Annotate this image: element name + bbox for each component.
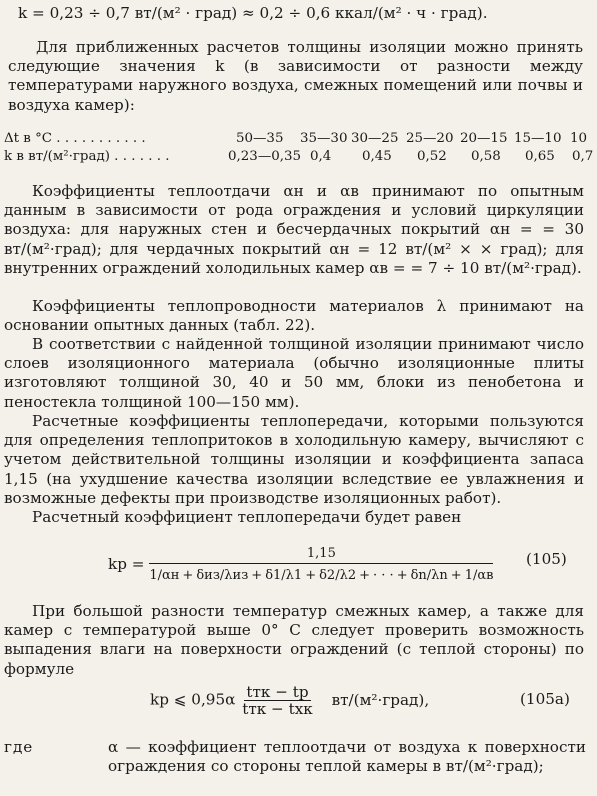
table-row-dt (4, 130, 594, 148)
equation-numerator: tтк − tр (246, 683, 309, 701)
table-cell: 0,58 (471, 149, 501, 164)
equation-term: δ2/λ2 (319, 568, 357, 583)
equation-fraction (240, 684, 315, 717)
paragraph-coefficient-intro: Расчетный коэффициент теплопередачи будет равен (32, 508, 462, 526)
equation-number-105: (105) (526, 550, 567, 568)
where-label: где (4, 738, 34, 756)
formula-top: k = 0,23 ÷ 0,7 вт/(м² · град) ≈ 0,2 ÷ 0,6 ккал/(м² · ч · град). (18, 4, 488, 22)
table-row-label-dt: Δt в °C . . . . . . . . . . . (4, 131, 146, 146)
paragraph-heat-transfer: Коэффициенты теплоотдачи αн и αв принимают по опытным данным в зависимости от рода ограждения и условий циркуляции воздуха: для наружных стен и бесчердачных покрытий αн = = 30 вт/(м²·град); для чердачных покрытий αн = 12 вт/(м² × × град); для внутренних ограждений холодильных камер αв = = 7 ÷ 10 вт/(м²·град). (4, 182, 584, 277)
table-row-k (4, 148, 594, 166)
equation-term: · · · (373, 568, 394, 583)
table-cell: 0,7 (572, 149, 594, 164)
equation-term: δиз/λиз (196, 568, 249, 583)
equation-term: δn/λn (410, 568, 448, 583)
equation-fraction (149, 545, 493, 585)
equation-105a (150, 684, 429, 717)
paragraph-layers: В соответствии с найденной толщиной изоляции принимают число слоев изоляционного материала (обычно изоляционные плиты изготовляют толщиной 30, 40 и 50 мм, блоки из пенобетона и пеностекла толщиной 100—150 мм). (4, 335, 584, 411)
equation-number-105a: (105а) (520, 690, 570, 708)
table-cell: 30—25 (351, 131, 399, 146)
equation-unit: вт/(м²·град), (331, 690, 430, 709)
table-row-label-k: k в вт/(м²·град) . . . . . . . (4, 149, 170, 164)
equation-lhs: kр ⩽ 0,95α (150, 690, 236, 709)
equation-denominator: tтк − tхк (242, 700, 313, 718)
paragraph-calculated-coefficients: Расчетные коэффициенты теплопередачи, которыми пользуются для определения теплопритоков в холодильную камеру, вычисляют с учетом действительной толщины изоляции и коэффициента запаса 1,15 (на ухудшение качества изоляции вследствие ее увлажнения и возможные дефекты при производстве изоляционных работ). (4, 412, 584, 507)
k-values-table (4, 130, 594, 166)
table-cell: 10 (570, 131, 588, 146)
table-cell: 0,45 (362, 149, 392, 164)
table-cell: 0,23—0,35 (228, 149, 302, 164)
equation-term: 1/αн (149, 568, 180, 583)
table-cell: 0,52 (417, 149, 447, 164)
table-cell: 25—20 (406, 131, 454, 146)
equation-lhs: kр = (108, 555, 145, 574)
table-cell: 15—10 (514, 131, 562, 146)
table-cell: 0,65 (525, 149, 555, 164)
equation-105 (108, 545, 493, 585)
equation-denominator: 1/αн + δиз/λиз + δ1/λ1 + δ2/λ2 + · · · + δn/λn + 1/αв (149, 564, 493, 585)
where-definition: α — коэффициент теплоотдачи от воздуха к поверхности ограждения со стороны теплой камеры в вт/(м²·град); (108, 738, 586, 776)
equation-numerator: 1,15 (149, 545, 493, 564)
paragraph-conductivity: Коэффициенты теплопроводности материалов λ принимают на основании опытных данных (табл. 22). (4, 297, 584, 335)
table-cell: 50—35 (236, 131, 284, 146)
table-cell: 35—30 (300, 131, 348, 146)
paragraph-approx-values: Для приближенных расчетов толщины изоляции можно принять следующие значения k (в зависимости от разности между температурами наружного воздуха, смежных помещений или почвы и воздуха камер): (8, 38, 583, 114)
paragraph-moisture-check: При большой разности температур смежных камер, а также для камер с температурой выше 0° C следует проверить возможность выпадения влаги на поверхности ограждений (с теплой стороны) по формуле (4, 602, 584, 678)
table-cell: 0,4 (310, 149, 332, 164)
equation-term: δ1/λ1 (265, 568, 303, 583)
table-cell: 20—15 (460, 131, 508, 146)
equation-term: 1/αв (464, 568, 494, 583)
